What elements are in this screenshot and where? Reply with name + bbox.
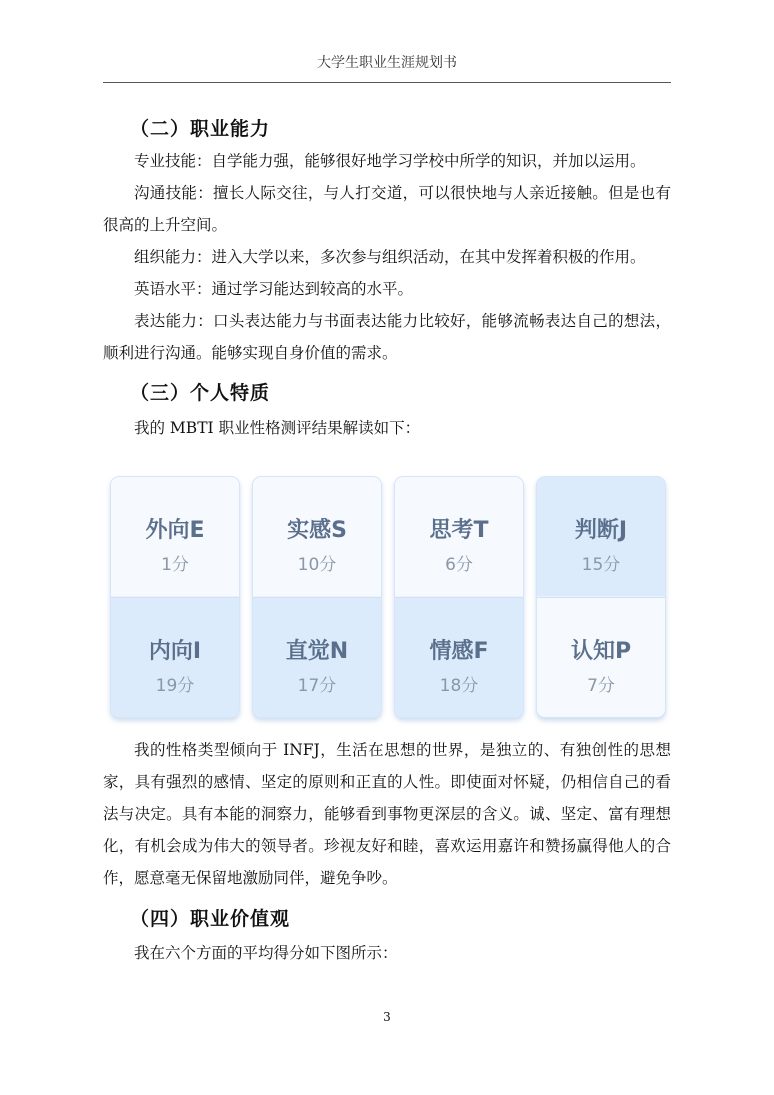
mbti-card-sensing-intuition [252,476,382,718]
mbti-cell-i [111,597,239,717]
section-heading-personality: （三）个人特质 [130,382,271,404]
mbti-label: 实感S [287,518,347,543]
mbti-label: 认知P [570,639,632,664]
paragraph-personality-analysis: 我的性格类型倾向于 INFJ，生活在思想的世界，是独立的、有独创性的思想家，具有强烈的感情、坚定的原则和正直的人性。即使面对怀疑，仍相信自己的看法与决定。具有本能的洞察力，能够看到事物更深层的含义。诚、坚定、富有理想化，有机会成为伟大的领导者。珍视友好和睦，喜欢运用嘉许和赞扬赢得他人的合作，愿意毫无保留地激励同伴，避免争吵。 [103,741,671,887]
mbti-result-chart [110,476,666,716]
mbti-cell-p [537,597,665,717]
mbti-score: 6分 [445,555,473,575]
mbti-label: 内向I [148,639,202,664]
mbti-score: 15分 [581,555,621,575]
mbti-card-thinking-feeling [394,476,524,718]
mbti-score: 1分 [161,555,189,575]
section-heading-abilities: （二）职业能力 [130,118,271,140]
mbti-cell-e [111,477,239,596]
mbti-score: 10分 [297,555,337,575]
paragraph-english-level: 英语水平：通过学习能达到较高的水平。 [134,280,414,298]
page-header-title: 大学生职业生涯规划书 [317,55,457,71]
mbti-card-extraversion-introversion [110,476,240,718]
paragraph-communication-skills: 沟通技能：擅长人际交往，与人打交道，可以很快地与人亲近接触。但是也有很高的上升空间。 [103,184,671,234]
header-rule [103,82,671,83]
paragraph-organization-ability: 组织能力：进入大学以来，多次参与组织活动，在其中发挥着积极的作用。 [134,248,646,266]
paragraph-professional-skills: 专业技能：自学能力强，能够很好地学习学校中所学的知识，并加以运用。 [134,152,646,170]
mbti-score: 17分 [297,676,337,696]
mbti-label: 判断J [574,518,628,543]
mbti-score: 7分 [587,676,615,696]
paragraph-values-intro: 我在六个方面的平均得分如下图所示： [134,944,398,962]
paragraph-mbti-intro: 我的 MBTI 职业性格测评结果解读如下： [134,419,421,437]
mbti-label: 思考T [429,518,489,543]
mbti-label: 外向E [145,518,205,543]
mbti-label: 情感F [429,639,489,664]
page-number: 3 [383,1010,391,1024]
mbti-cell-f [395,597,523,717]
mbti-cell-s [253,477,381,596]
paragraph-expression-ability: 表达能力：口头表达能力与书面表达能力比较好，能够流畅表达自己的想法，顺利进行沟通。能够实现自身价值的需求。 [103,312,671,362]
mbti-card-judging-perceiving [536,476,666,718]
mbti-cell-t [395,477,523,596]
mbti-score: 19分 [155,676,195,696]
section-heading-values: （四）职业价值观 [130,908,291,930]
mbti-score: 18分 [439,676,479,696]
mbti-label: 直觉N [285,639,349,664]
mbti-cell-n [253,597,381,717]
mbti-cell-j [537,477,665,596]
